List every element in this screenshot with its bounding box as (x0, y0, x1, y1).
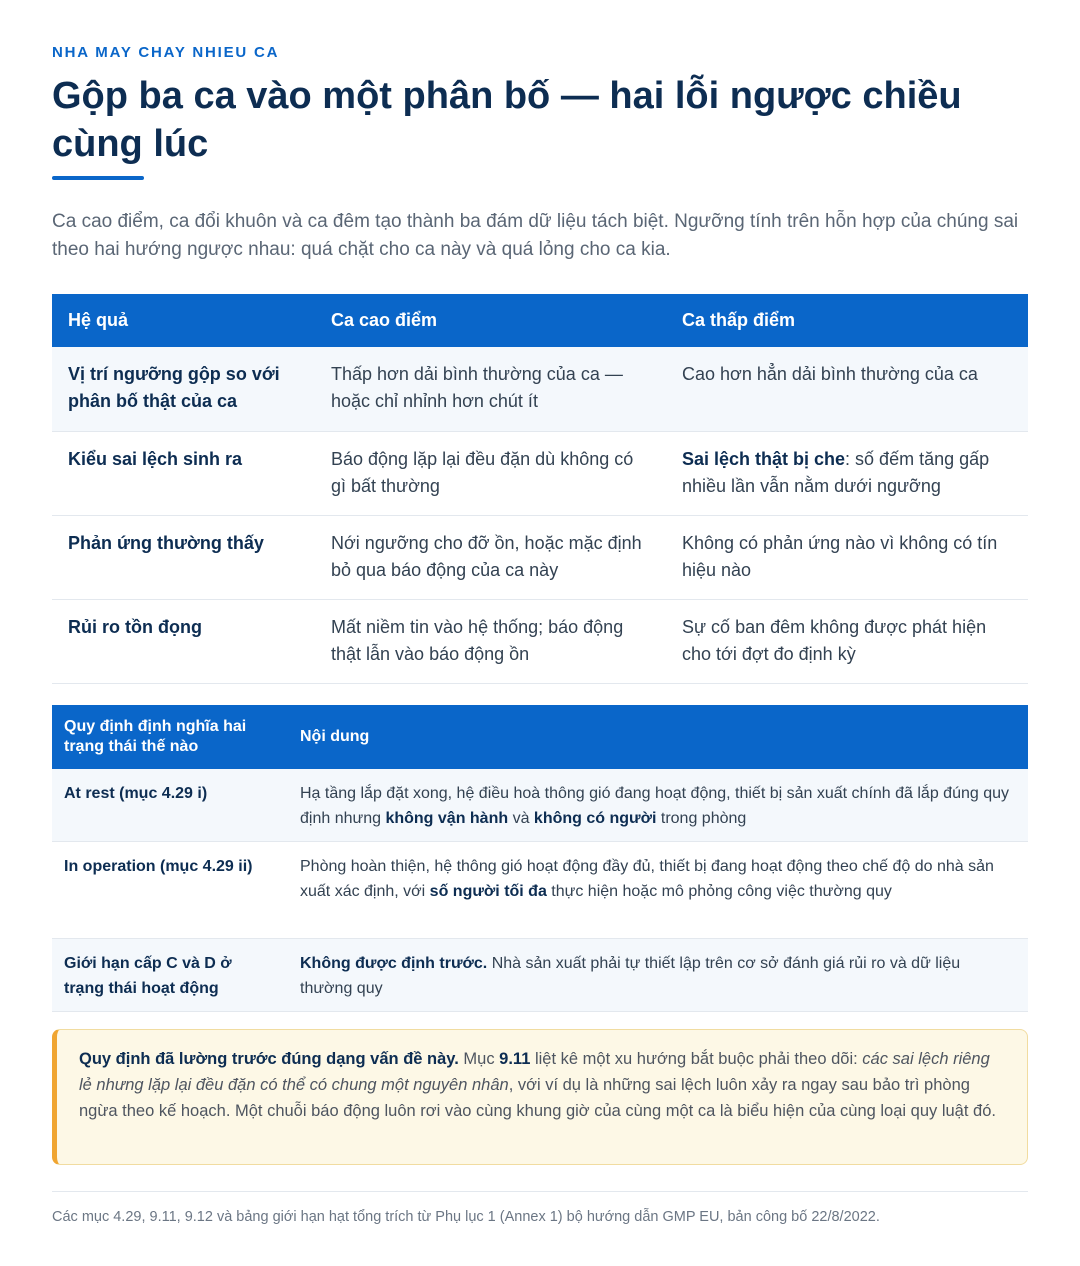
eyebrow-label: NHA MAY CHAY NHIEU CA (52, 44, 280, 61)
offpeak-cell: Cao hơn hẳn dải bình thường của ca (666, 347, 1028, 431)
row-label: Vị trí ngưỡng gộp so với phân bố thật của ca (52, 347, 315, 431)
row-label: Kiểu sai lệch sinh ra (52, 431, 315, 515)
table-row (52, 599, 1028, 683)
column-header-offpeak-shift: Ca thấp điểm (666, 294, 1028, 347)
emphasis-text: Sai lệch thật bị che (682, 448, 846, 469)
cell-text: Phòng hoàn thiện, hệ thông gió hoạt động đầy đủ, thiết bị đang hoạt động theo chế độ do nhà sản xuất xác định, với (300, 857, 994, 900)
row-label: Phản ứng thường thấy (52, 515, 315, 599)
cell-text: thực hiện hoặc mô phỏng công việc thường quy (546, 882, 892, 900)
lede-paragraph: Ca cao điểm, ca đổi khuôn và ca đêm tạo thành ba đám dữ liệu tách biệt. Ngưỡng tính trên hỗn hợp của chúng sai theo hai hướng ngược nhau: quá chặt cho ca này và quá lỏng cho ca kia. (52, 211, 1019, 260)
callout-lead: Quy định đã lường trước đúng dạng vấn đề này. (79, 1050, 459, 1068)
cell-text: trong phòng (656, 810, 747, 827)
content-cell (288, 938, 1028, 1011)
callout-text: Mục (458, 1050, 500, 1068)
emphasis-text: số người tối đa (429, 882, 547, 900)
table-row (52, 841, 1028, 938)
peak-cell: Báo động lặp lại đều đặn dù không có gì bất thường (315, 431, 666, 515)
row-label: Giới hạn cấp C và D ở trạng thái hoạt động (52, 938, 288, 1011)
callout-quote: các sai lệch riêng lẻ nhưng lặp lại đều đặn có thể có chung một nguyên nhân (79, 1050, 990, 1094)
table-header-row (52, 294, 1028, 347)
column-header-peak-shift: Ca cao điểm (315, 294, 666, 347)
consequence-table (52, 294, 1028, 684)
emphasis-text: không vận hành (385, 810, 509, 827)
regulation-table (52, 705, 1028, 1012)
title-underline (52, 176, 144, 180)
callout-text: liệt kê một xu hướng bắt buộc phải theo dõi: (530, 1050, 863, 1068)
offpeak-cell (666, 431, 1028, 515)
callout-reference: 9.11 (499, 1050, 531, 1068)
peak-cell: Thấp hơn dải bình thường của ca — hoặc chỉ nhỉnh hơn chút ít (315, 347, 666, 431)
cell-text: Nhà sản xuất phải tự thiết lập trên cơ sở đánh giá rủi ro và dữ liệu thường quy (300, 954, 961, 997)
source-footnote: Các mục 4.29, 9.11, 9.12 và bảng giới hạn hạt tổng trích từ Phụ lục 1 (Annex 1) bộ hướng dẫn GMP EU, bản công bố 22/8/2022. (52, 1209, 880, 1225)
table-row (52, 431, 1028, 515)
row-label: In operation (mục 4.29 ii) (52, 841, 288, 938)
peak-cell: Nới ngưỡng cho đỡ ồn, hoặc mặc định bỏ qua báo động của ca này (315, 515, 666, 599)
emphasis-text: Không được định trước. (300, 954, 488, 972)
table-row (52, 515, 1028, 599)
column-header-content: Nội dung (288, 705, 1028, 769)
page-title: Gộp ba ca vào một phân bố — hai lỗi ngược chiều cùng lúc (52, 75, 962, 165)
cell-text: : số đếm tăng gấp nhiều lần vẫn nằm dưới ngưỡng (682, 448, 990, 496)
row-label: Rủi ro tồn đọng (52, 599, 315, 683)
column-header-consequence: Hệ quả (52, 294, 315, 347)
table-row (52, 769, 1028, 841)
cell-text: và (508, 810, 534, 827)
row-label: At rest (mục 4.29 i) (52, 769, 288, 841)
footnote-divider (52, 1191, 1028, 1192)
content-cell (288, 769, 1028, 841)
table-row (52, 347, 1028, 431)
table-row (52, 938, 1028, 1011)
callout-text: , với ví dụ là những sai lệch luôn xảy ra ngay sau bảo trì phòng ngừa theo kế hoạch. Một chuỗi báo động luôn rơi vào cùng khung giờ của cùng một ca là biểu hiện của cùng loại quy luật đó. (79, 1076, 996, 1120)
peak-cell: Mất niềm tin vào hệ thống; báo động thật lẫn vào báo động ồn (315, 599, 666, 683)
offpeak-cell: Sự cố ban đêm không được phát hiện cho tới đợt đo định kỳ (666, 599, 1028, 683)
table-header-row (52, 705, 1028, 769)
offpeak-cell: Không có phản ứng nào vì không có tín hiệu nào (666, 515, 1028, 599)
regulation-callout (52, 1029, 1028, 1165)
cell-text: Hạ tầng lắp đặt xong, hệ điều hoà thông gió đang hoạt động, thiết bị sản xuất chính đã lắp đúng quy định nhưng (300, 785, 1009, 827)
content-cell (288, 841, 1028, 938)
column-header-definition: Quy định định nghĩa hai trạng thái thế nào (52, 705, 288, 769)
emphasis-text: không có người (533, 810, 657, 827)
